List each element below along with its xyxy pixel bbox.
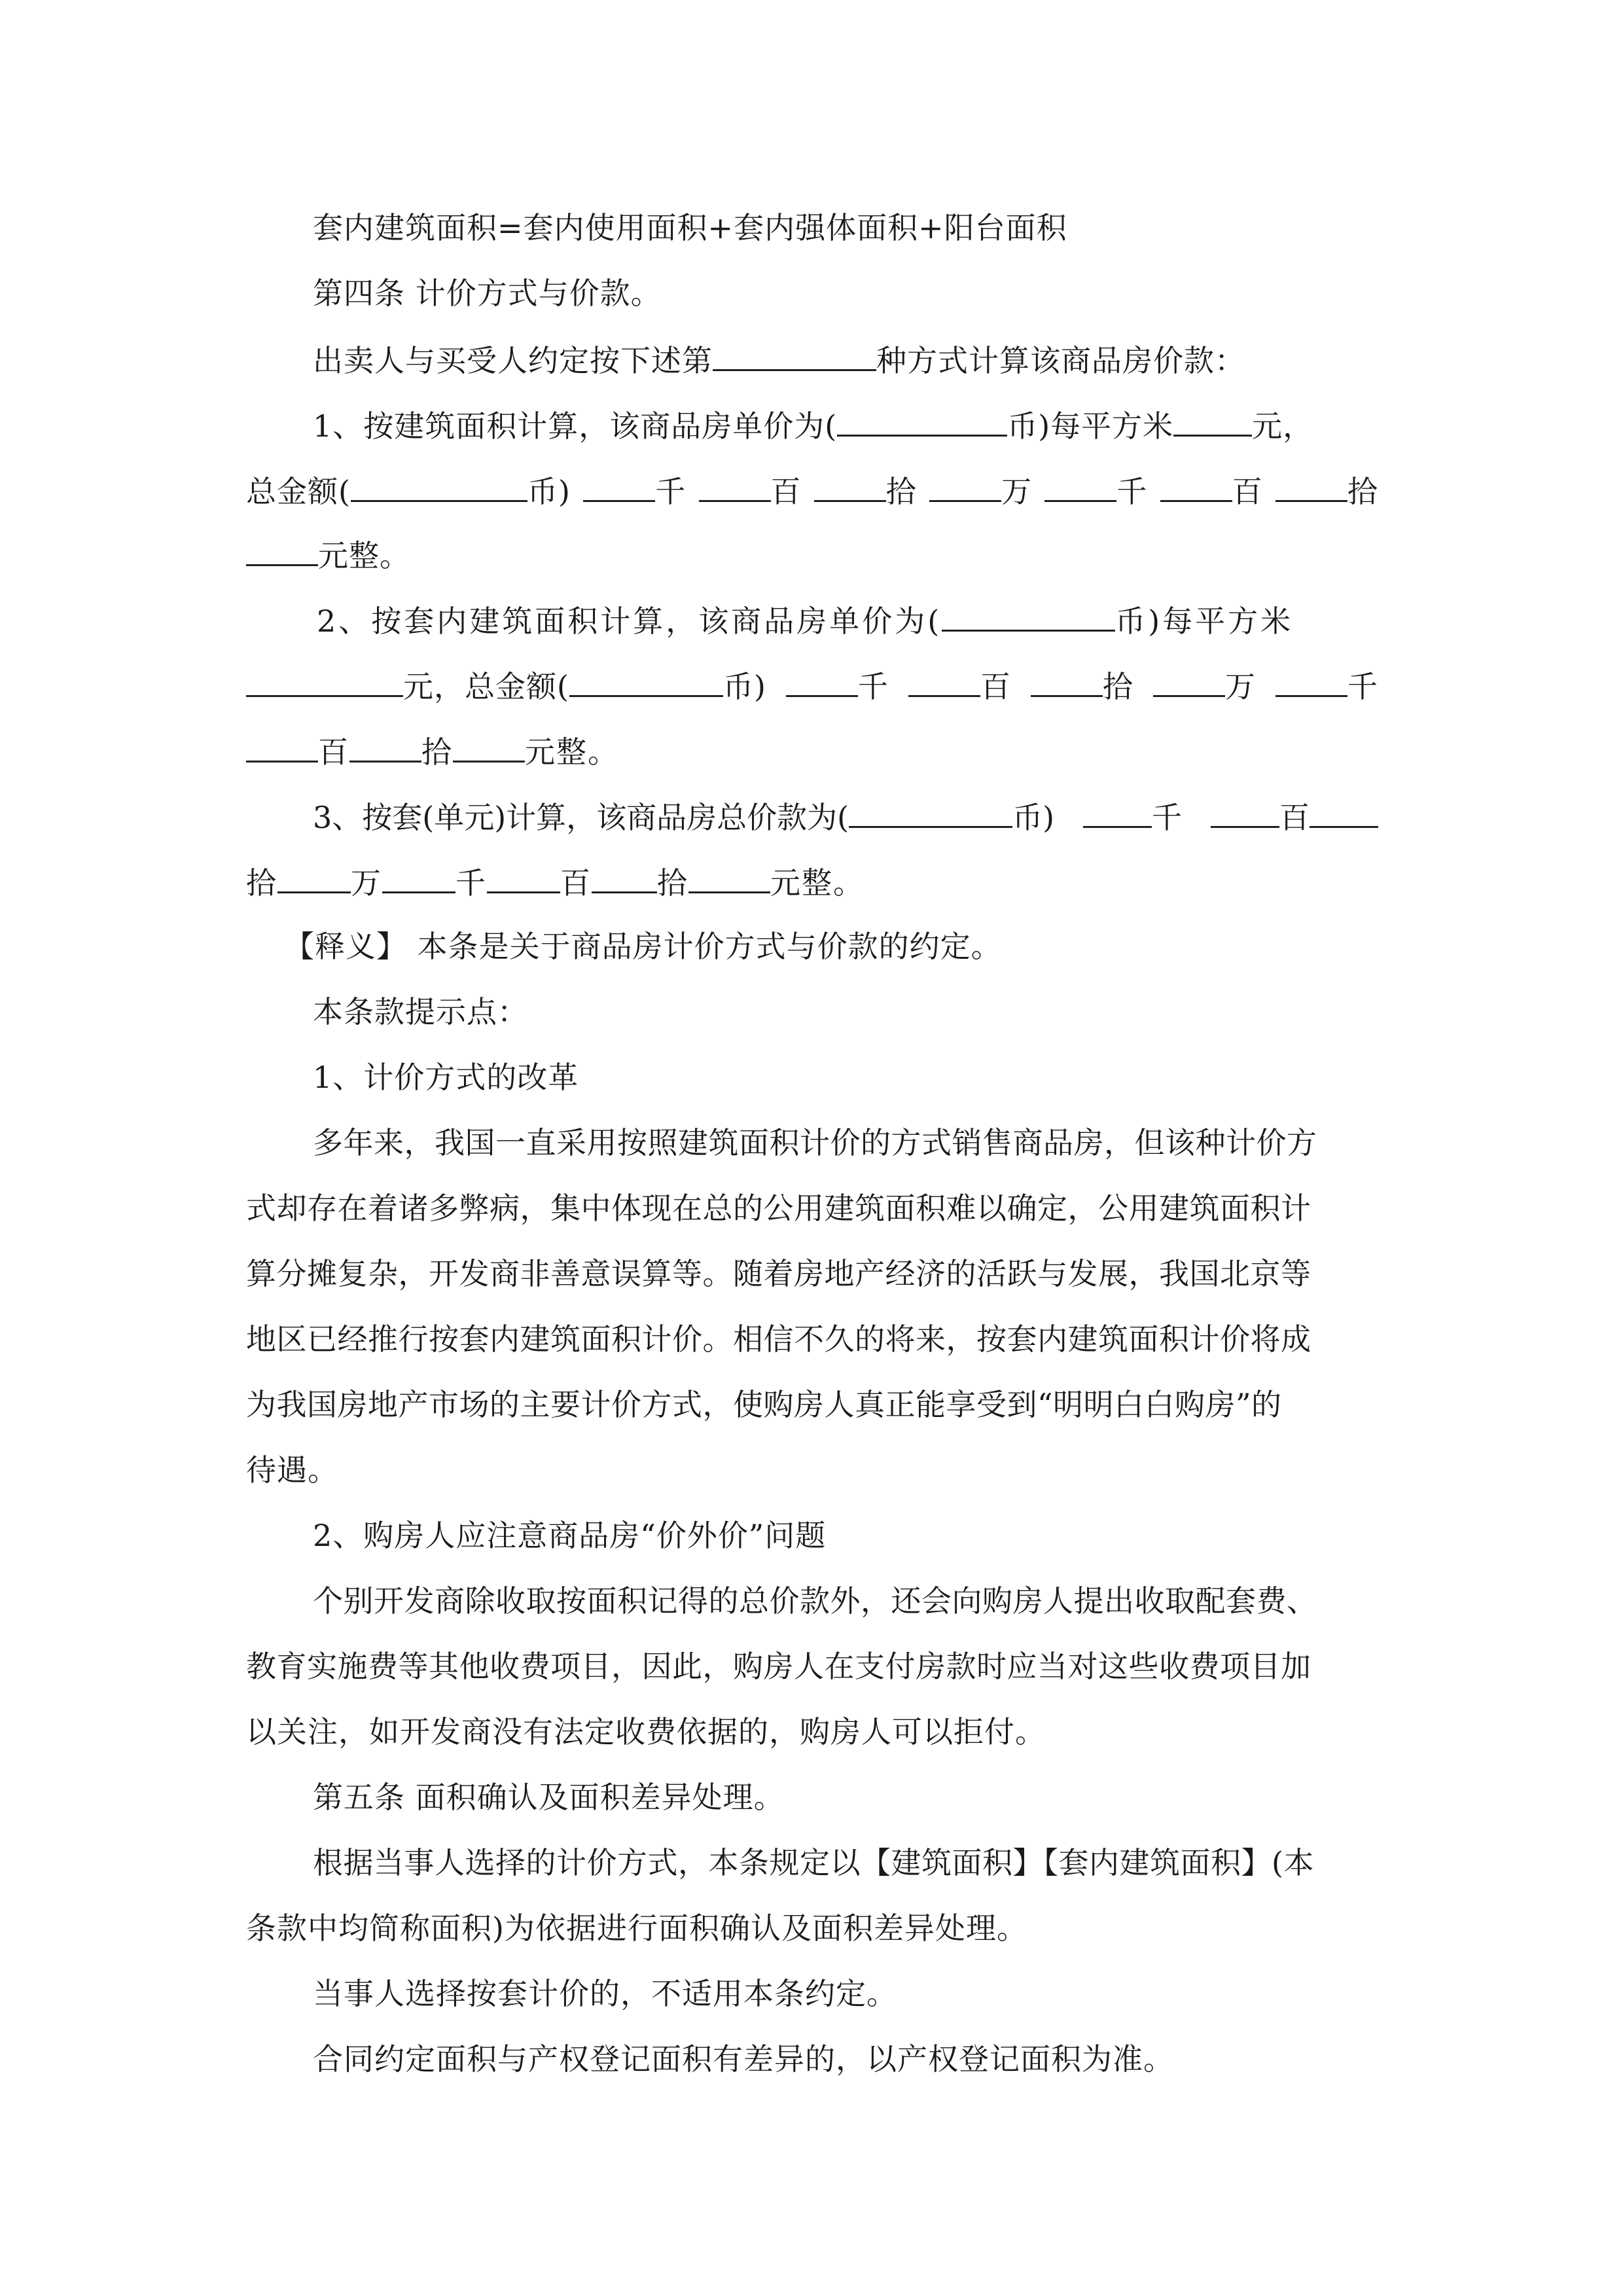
text-line: 2、购房人应注意商品房“价外价”问题 (313, 1518, 827, 1553)
blank-field[interactable] (908, 665, 980, 697)
article-4-heading: 第四条 计价方式与价款。 (313, 276, 662, 311)
text-segment: 千 (1044, 470, 1147, 511)
blank-field[interactable] (1173, 404, 1252, 437)
blank-field[interactable] (786, 665, 858, 697)
text-line: 算分摊复杂，开发商非善意误算等。随着房地产经济的活跃与发展，我国北京等 (246, 1256, 1311, 1291)
blank-field[interactable] (814, 470, 886, 502)
text-line (246, 730, 619, 772)
text-line: 教育实施费等其他收费项目，因此，购房人在支付房款时应当对这些收费项目加 (246, 1649, 1311, 1684)
blank-field[interactable] (246, 665, 403, 697)
text-line: 本条款提示点： (313, 994, 528, 1030)
text-segment: 拾 (657, 865, 688, 901)
text-line: 多年来，我国一直采用按照建筑面积计价的方式销售商品房，但该种计价方 (313, 1125, 1317, 1160)
text-line (313, 796, 1378, 837)
text-segment: 万 (1153, 665, 1256, 706)
blank-field[interactable] (1044, 470, 1116, 502)
blank-field[interactable] (246, 534, 318, 566)
blank-field[interactable] (569, 665, 723, 697)
text-segment: 元整。 (318, 538, 410, 573)
blank-field[interactable] (1083, 796, 1152, 828)
text-segment: 币)每平方米 (1007, 408, 1174, 444)
text-segment: 拾 (1275, 470, 1378, 511)
text-line (313, 339, 1245, 380)
blank-field[interactable] (246, 730, 318, 762)
text-segment: 拾 (246, 865, 277, 901)
text-segment: 万 (351, 865, 382, 901)
text-line (246, 534, 410, 575)
blank-field[interactable] (1275, 665, 1347, 697)
text-segment: 总金额( 币) (246, 470, 571, 511)
text-segment: 币)每平方米 (1115, 603, 1294, 639)
text-segment: 2、按套内建筑面积计算，该商品房单价为( (317, 603, 942, 639)
blank-field[interactable] (1275, 470, 1347, 502)
text-segment: 3、按套(单元)计算，该商品房总价款为( 币) (313, 796, 1054, 837)
blank-field[interactable] (929, 470, 1001, 502)
text-segment: 百 (1160, 470, 1263, 511)
blank-field[interactable] (382, 861, 455, 893)
text-segment: 千 (455, 865, 487, 901)
blank-field[interactable] (351, 470, 527, 502)
text-segment: 出卖人与买受人约定按下述第 (313, 343, 713, 378)
blank-field[interactable] (453, 730, 525, 762)
blank-field[interactable] (837, 404, 1007, 437)
text-segment: 百 (1211, 796, 1378, 837)
blank-field[interactable] (277, 861, 351, 893)
text-segment: 元， (1252, 408, 1314, 444)
text-line: 式却存在着诸多弊病，集中体现在总的公用建筑面积难以确定，公用建筑面积计 (246, 1191, 1311, 1226)
text-line: 为我国房地产市场的主要计价方式，使购房人真正能享受到“明明白白购房”的 (246, 1387, 1282, 1422)
text-segment: 百 (318, 734, 349, 770)
blank-field[interactable] (713, 339, 876, 371)
blank-field[interactable] (349, 730, 421, 762)
text-segment: 种方式计算该商品房价款： (876, 343, 1245, 378)
text-line: 1、计价方式的改革 (313, 1060, 579, 1095)
blank-field[interactable] (1310, 796, 1378, 828)
text-segment: 元，总金额( 币) (246, 665, 766, 706)
blank-field[interactable] (942, 600, 1115, 632)
text-segment: 拾 (1031, 665, 1133, 706)
text-segment: 百 (908, 665, 1011, 706)
text-line (313, 404, 1313, 446)
text-segment: 元整。 (770, 865, 865, 901)
text-line: 条款中均简称面积)为依据进行面积确认及面积差异处理。 (246, 1910, 1027, 1946)
text-line: 根据当事人选择的计价方式，本条规定以【建筑面积】【套内建筑面积】(本 (313, 1845, 1314, 1880)
text-segment: 千 (583, 470, 686, 511)
blank-field[interactable] (583, 470, 655, 502)
text-segment: 万 (929, 470, 1032, 511)
text-line: 合同约定面积与产权登记面积有差异的，以产权登记面积为准。 (313, 2041, 1174, 2077)
text-segment: 拾 (814, 470, 917, 511)
text-line: 地区已经推行按套内建筑面积计价。相信不久的将来，按套内建筑面积计价将成 (246, 1321, 1311, 1357)
text-segment: 拾 (421, 734, 453, 770)
blank-field[interactable] (1153, 665, 1225, 697)
text-line: 个别开发商除收取按面积记得的总价款外，还会向购房人提出收取配套费、 (313, 1583, 1317, 1619)
blank-field[interactable] (592, 861, 657, 893)
text-segment: 千 (1083, 796, 1182, 837)
text-segment: 百 (560, 865, 592, 901)
blank-field[interactable] (1031, 665, 1103, 697)
text-line (246, 861, 865, 903)
blank-field[interactable] (688, 861, 770, 893)
text-line (317, 600, 1293, 641)
text-line: 以关注，如开发商没有法定收费依据的，购房人可以拒付。 (246, 1714, 1046, 1749)
text-line: 当事人选择按套计价的，不适用本条约定。 (313, 1976, 897, 2011)
text-line (246, 665, 1378, 706)
blank-field[interactable] (1160, 470, 1232, 502)
text-segment: 百 (699, 470, 802, 511)
annotation-heading: 【释义】 本条是关于商品房计价方式与价款的约定。 (284, 929, 1002, 964)
article-5-heading: 第五条 面积确认及面积差异处理。 (313, 1780, 785, 1815)
text-segment: 1、按建筑面积计算，该商品房单价为( (313, 408, 838, 444)
blank-field[interactable] (487, 861, 560, 893)
text-segment: 千 (786, 665, 889, 706)
blank-field[interactable] (699, 470, 771, 502)
text-line: 套内建筑面积=套内使用面积+套内强体面积+阳台面积 (313, 210, 1067, 245)
text-line (246, 470, 1378, 511)
text-segment: 元整。 (525, 734, 619, 770)
text-segment: 千 (1275, 665, 1378, 706)
blank-field[interactable] (849, 796, 1012, 828)
text-line: 待遇。 (246, 1452, 338, 1488)
blank-field[interactable] (1211, 796, 1279, 828)
